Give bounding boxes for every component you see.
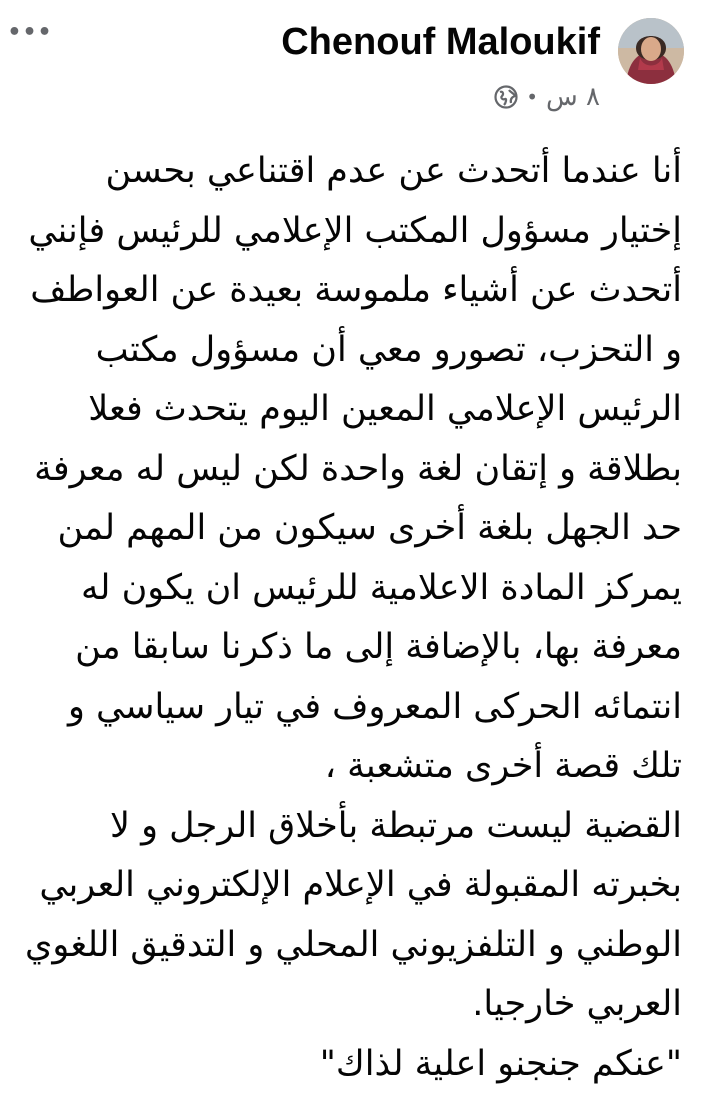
post-text-line: الرئيس الإعلامي المعين اليوم يتحدث فعلا xyxy=(88,389,682,429)
post-text-line: أنا عندما أتحدث عن عدم اقتناعي بحسن xyxy=(105,151,682,191)
post-text-line: حد الجهل بلغة أخرى سيكون من المهم لمن xyxy=(57,508,682,548)
post-text-line: بخبرته المقبولة في الإعلام الإلكتروني العربي xyxy=(39,865,682,905)
avatar-image xyxy=(618,18,684,84)
more-options-icon[interactable]: ••• xyxy=(7,19,53,45)
post-text xyxy=(12,142,682,1094)
post-text-line: بطلاقة و إتقان لغة واحدة لكن ليس له معرفة xyxy=(34,448,682,489)
post-text-line: القضية ليست مرتبطة بأخلاق الرجل و لا xyxy=(110,805,682,846)
post-meta xyxy=(494,80,600,114)
post-header xyxy=(0,0,704,118)
avatar[interactable] xyxy=(618,18,684,84)
post-text-line: العربي خارجيا. xyxy=(472,984,682,1024)
post-text-line: معرفة بها، بالإضافة إلى ما ذكرنا سابقا من xyxy=(75,627,682,667)
post-text-line: الوطني و التلفزيوني المحلي و التدقيق اللغوي xyxy=(24,924,682,965)
post-text-line: إختيار مسؤول المكتب الإعلامي للرئيس فإنني xyxy=(28,210,682,251)
author-name[interactable]: Chenouf Maloukif xyxy=(281,21,600,63)
post-text-line: انتمائه الحركى المعروف في تيار سياسي و xyxy=(67,686,682,727)
meta-separator: • xyxy=(526,85,539,109)
post-text-line: "عنكم جنجنو اعلية لذاك" xyxy=(319,1043,682,1084)
globe-icon[interactable] xyxy=(494,85,518,109)
post-time[interactable]: ٨ س xyxy=(546,82,600,112)
post-text-line: و التحزب، تصورو معي أن مسؤول مكتب xyxy=(95,329,682,370)
post-text-line: يمركز المادة الاعلامية للرئيس ان يكون له xyxy=(81,567,682,608)
post-text-line: أتحدث عن أشياء ملموسة بعيدة عن العواطف xyxy=(30,270,682,310)
post-text-line: تلك قصة أخرى متشعبة ، xyxy=(324,746,682,786)
